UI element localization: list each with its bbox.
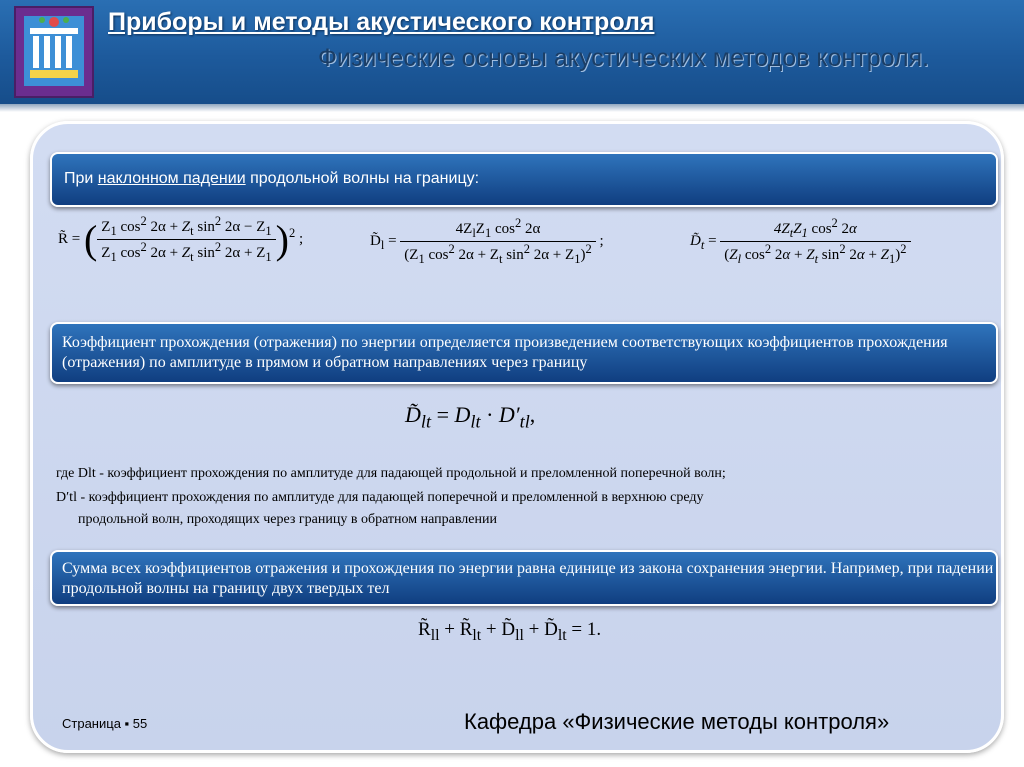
department-name: Кафедра «Физические методы контроля» — [464, 709, 890, 734]
oblique-text-post: продольной волны на границу: — [245, 170, 480, 187]
formula-energy-product: $D̃_{lt} = D_{lt} \cdot D'_{tl}$, — [405, 402, 536, 432]
section-oblique-incidence — [50, 152, 998, 207]
formula-transmission-t: $D̃_t$ = $\frac{4Z_tZ_1 \cos^2 2\alpha}{(Z_l \cos^2 2\alpha + Z_t \sin^2 2\alpha + Z_1)^2}$ — [690, 216, 911, 267]
section-energy-sum: Сумма всех коэффициентов отражения и прохождения по энергии равна единице из закона сохранения энергии. Например, при падении продольной волны на границу двух твердых тел — [50, 550, 998, 606]
page-subtitle: Физические основы акустических методов контроля. — [318, 44, 930, 72]
formula-transmission-l: $D̃_l$ = $\frac{4Z_lZ_1 \cos^2 2\alpha}{(Z_1 \cos^2 2\alpha + Z_t \sin^2 2\alpha + Z_1)^2}$ ; — [370, 216, 604, 266]
note-dtl-line1: D′tl - коэффициент прохождения по амплитуде для падающей поперечной и преломленной в верхнюю среду — [56, 490, 704, 505]
formula-energy-sum: $R̃_{ll}$ + $R̃_{lt}$ + $D̃_{ll}$ + $D̃_{lt} = 1$. — [418, 619, 602, 644]
page-title: Приборы и методы акустического контроля — [108, 8, 655, 36]
note-dlt: где Dlt - коэффициент прохождения по амплитуде для падающей продольной и преломленной поперечной волн; — [56, 466, 726, 481]
formula-reflection: R̃ = ( $\frac{Z_1 \cos^2 2\alpha + Z_t \sin^2 2\alpha - Z_1}{Z_1 \cos^2 2\alpha + Z_t \sin^2 2\alpha + Z_1}$ )$^2$ ; — [58, 214, 304, 264]
university-logo — [14, 6, 94, 98]
header-shadow — [0, 104, 1024, 112]
page-number: Страница ▪ 55 — [62, 716, 148, 731]
oblique-link-text: наклонном падении — [97, 170, 246, 187]
section-energy-coefficient: Коэффициент прохождения (отражения) по энергии определяется произведением соответствующих коэффициентов прохождения (отражения) по амплитуде в прямом и обратном направлениях через границу — [50, 322, 998, 384]
note-dtl-line2: продольной волн, проходящих через границу в обратном направлении — [78, 512, 497, 527]
oblique-text-pre: При — [64, 170, 98, 187]
